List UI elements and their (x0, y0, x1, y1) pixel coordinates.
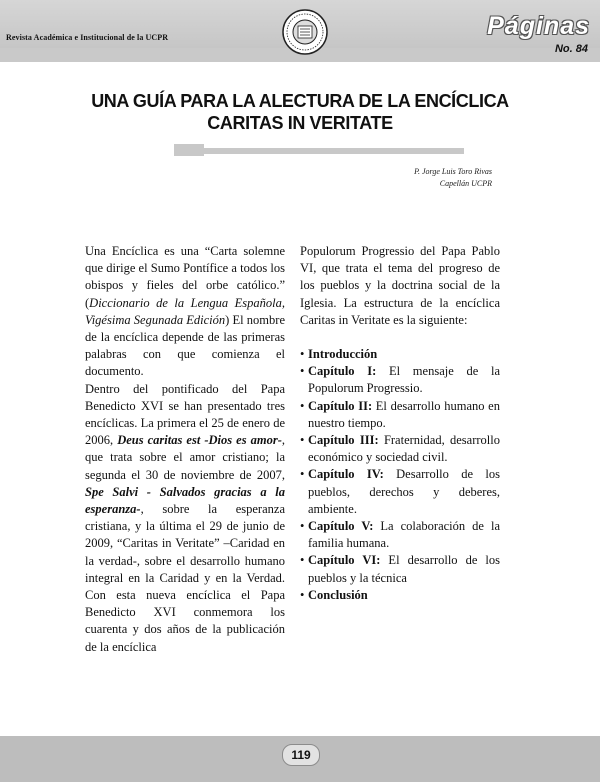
right-column (300, 243, 500, 604)
list-item: • Capítulo IV: Desarrollo de los pueblos, derechos y deberes, ambiente. (300, 466, 500, 518)
list-item: • Introducción (300, 346, 500, 363)
structure-list (300, 346, 500, 604)
paragraph-1: Una Encíclica es una “Carta solemne que dirige el Sumo Pontífice a todos los obispos y fieles del orbe católico.” (Diccionario de la Lengua Española, Vigésima Segunada Edición) El nombre de la encíclica depende de las primeras palabras con que comienza el documento. (85, 244, 285, 379)
structure-intro: Populorum Progressio del Papa Pablo VI, que trata el tema del progreso de los pueblos y la doctrina social de la Iglesia. La estructura de la encíclica Caritas in Veritate es la siguiente: (300, 244, 500, 327)
title-divider-left (174, 144, 204, 156)
title-divider-right (204, 148, 464, 154)
article-title (60, 90, 540, 134)
list-item: • Capítulo VI: El desarrollo de los pueblos y la técnica (300, 552, 500, 586)
title-line-1: UNA GUÍA PARA LA ALECTURA DE LA ENCÍCLICA (91, 91, 509, 111)
issue-number: No. 84 (554, 43, 588, 55)
title-line-2: CARITAS IN VERITATE (207, 113, 393, 133)
left-column (85, 243, 285, 656)
list-item: • Capítulo V: La colaboración de la familia humana. (300, 518, 500, 552)
list-item: • Capítulo I: El mensaje de la Populorum Progressio. (300, 363, 500, 397)
page-header (0, 0, 600, 62)
author-role: Capellán UCPR (439, 179, 492, 188)
author-name: P. Jorge Luis Toro Rivas (414, 167, 492, 176)
list-item: • Capítulo III: Fraternidad, desarrollo económico y sociedad civil. (300, 432, 500, 466)
author-block (414, 166, 492, 190)
university-seal-icon (282, 9, 328, 55)
paragraph-2: Dentro del pontificado del Papa Benedicto XVI se han presentado tres encíclicas. La primera el 25 de enero de 2006, Deus caritas est -Dios es amor-, que trata sobre el amor cristiano; la segunda el 30 de noviembre de 2007, Spe Salvi - Salvados gracias a la esperanza-, sobre la esperanza cristiana, y la última el 29 de junio de 2009, “Caritas in Veritate” –Caridad en la verdad-, sobre el desarrollo humano integral en la Caridad y en la Verdad. Con esta nueva encíclica el Papa Benedicto XVI conmemora los cuarenta y dos años de la publicación de la encíclica (85, 381, 285, 654)
magazine-brand: Páginas (487, 12, 590, 40)
list-item: • Conclusión (300, 587, 500, 604)
list-item: • Capítulo II: El desarrollo humano en nuestro tiempo. (300, 398, 500, 432)
page-number: 119 (282, 744, 320, 766)
journal-name: Revista Académica e Institucional de la UCPR (6, 33, 169, 42)
